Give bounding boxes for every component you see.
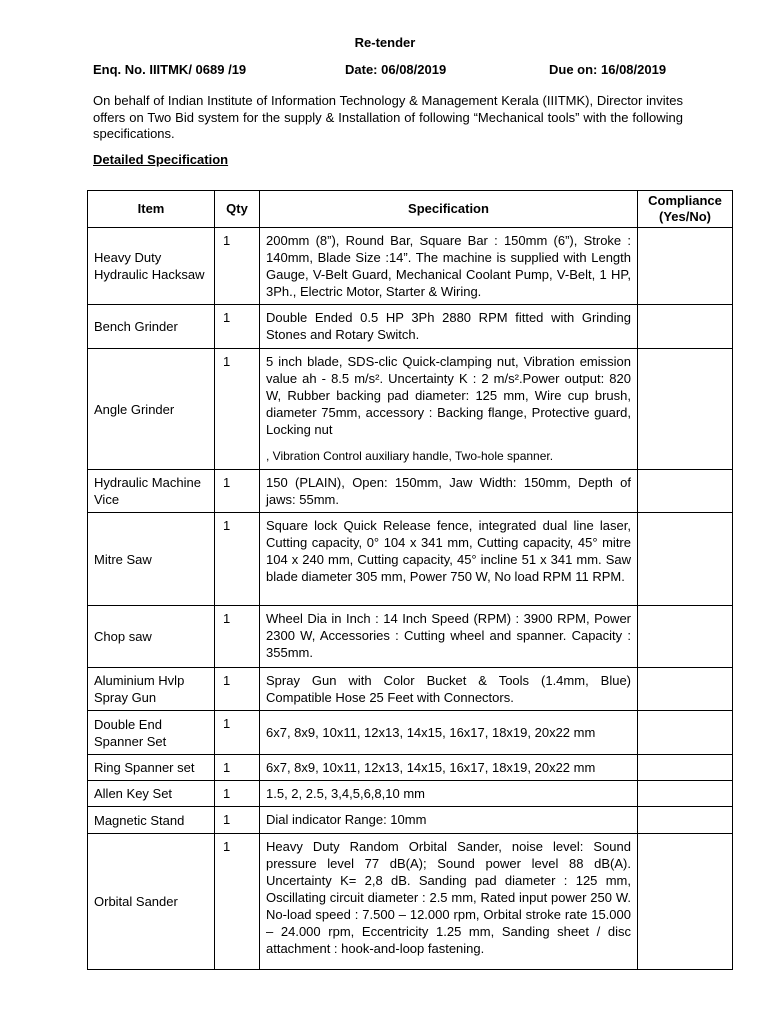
item-specification: Square lock Quick Release fence, integrated dual line laser, Cutting capacity, 0° 104 x 341 mm, Cutting capacity, 45° mitre 104 x 240 mm, Cutting capacity, 45° incline 51 x 341 mm. Saw blade diameter 305 mm, Power 750 W, No load RPM 11 RPM. [260,513,638,606]
item-specification: 6x7, 8x9, 10x11, 12x13, 14x15, 16x17, 18x19, 20x22 mm [260,711,638,755]
item-compliance [638,668,733,711]
header-compliance-line1: Compliance [648,193,722,208]
item-compliance [638,470,733,513]
section-heading: Detailed Specification [93,152,229,167]
item-specification: Wheel Dia in Inch : 14 Inch Speed (RPM) : 3900 RPM, Power 2300 W, Accessories : Cutting wheel and spanner. Capacity : 355mm. [260,606,638,668]
item-name: Magnetic Stand [88,807,215,834]
item-name: Bench Grinder [88,305,215,349]
item-name: Allen Key Set [88,781,215,807]
due-date: Due on: 16/08/2019 [549,62,667,77]
table-row [88,807,733,834]
header-compliance [638,191,733,228]
item-qty: 1 [215,228,260,305]
item-qty: 1 [215,513,260,606]
item-qty: 1 [215,470,260,513]
item-compliance [638,781,733,807]
header-qty: Qty [215,191,260,228]
item-compliance [638,755,733,781]
item-compliance [638,349,733,470]
item-specification: Double Ended 0.5 HP 3Ph 2880 RPM fitted with Grinding Stones and Rotary Switch. [260,305,638,349]
header-item: Item [88,191,215,228]
item-name: Hydraulic Machine Vice [88,470,215,513]
table-row [88,755,733,781]
item-compliance [638,606,733,668]
item-compliance [638,834,733,970]
item-qty: 1 [215,755,260,781]
item-qty: 1 [215,834,260,970]
item-name: Heavy Duty Hydraulic Hacksaw [88,228,215,305]
item-specification: 1.5, 2, 2.5, 3,4,5,6,8,10 mm [260,781,638,807]
table-row [88,834,733,970]
item-name: Angle Grinder [88,349,215,470]
table-row [88,513,733,606]
table-row [88,711,733,755]
item-name: Chop saw [88,606,215,668]
item-name: Double End Spanner Set [88,711,215,755]
item-name: Aluminium Hvlp Spray Gun [88,668,215,711]
item-specification: 150 (PLAIN), Open: 150mm, Jaw Width: 150mm, Depth of jaws: 55mm. [260,470,638,513]
item-compliance [638,711,733,755]
item-name: Orbital Sander [88,834,215,970]
item-specification: Heavy Duty Random Orbital Sander, noise level: Sound pressure level 77 dB(A); Sound power level 88 dB(A). Uncertainty K= 2,8 dB. Sanding pad diameter : 125 mm, Oscillating circuit diameter : 2.5 mm, Rated input power 250 W. No-load speed : 7.500 – 12.000 rpm, Orbital stroke rate 15.000 – 24.000 rpm, Eccentricity 1.25 mm, Sanding sheet / disc attachment : hook-and-loop fastening. [260,834,638,970]
item-compliance [638,228,733,305]
item-qty: 1 [215,807,260,834]
item-specification: Dial indicator Range: 10mm [260,807,638,834]
item-qty: 1 [215,668,260,711]
header-compliance-line2: (Yes/No) [658,209,711,224]
table-row [88,781,733,807]
item-specification: 6x7, 8x9, 10x11, 12x13, 14x15, 16x17, 18x19, 20x22 mm [260,755,638,781]
table-row [88,606,733,668]
item-compliance [638,305,733,349]
item-qty: 1 [215,711,260,755]
item-specification: Spray Gun with Color Bucket & Tools (1.4mm, Blue) Compatible Hose 25 Feet with Connectors. [260,668,638,711]
header-specification: Specification [260,191,638,228]
specification-table [87,190,733,970]
table-row [88,349,733,470]
enquiry-number: Enq. No. IIITMK/ 0689 /19 [93,62,247,77]
enquiry-info-row [93,62,683,80]
item-specification-extra: , Vibration Control auxiliary handle, Two-hole spanner. [266,449,554,463]
item-specification [260,349,638,470]
document-title: Re-tender [354,35,416,50]
table-row [88,668,733,711]
table-row [88,228,733,305]
item-name: Mitre Saw [88,513,215,606]
item-qty: 1 [215,606,260,668]
item-qty: 1 [215,349,260,470]
table-header-row [88,191,733,228]
table-row [88,470,733,513]
item-specification-text: 5 inch blade, SDS-clic Quick-clamping nut, Vibration emission value ah - 8.5 m/s². Uncertainty K : 2 m/s².Power output: 820 W, Rubber backing pad diameter: 125 mm, Wire cup brush, diameter 75mm, accessory : Backing flange, Protective guard, Locking nut [266,354,631,437]
item-compliance [638,807,733,834]
intro-paragraph: On behalf of Indian Institute of Information Technology & Management Kerala (IIITMK), Director invites offers on Two Bid system for the supply & Installation of following “Mechanical tools” with the following specifications. [93,93,683,141]
item-qty: 1 [215,305,260,349]
table-row [88,305,733,349]
spacer [266,438,631,447]
item-specification: 200mm (8”), Round Bar, Square Bar : 150mm (6”), Stroke : 140mm, Blade Size :14”. The machine is supplied with Length Gauge, V-Belt Guard, Mechanical Coolant Pump, V-Belt, 1 HP, 3Ph., Electric Motor, Starter & Wiring. [260,228,638,305]
item-compliance [638,513,733,606]
enquiry-date: Date: 06/08/2019 [345,62,447,77]
item-name: Ring Spanner set [88,755,215,781]
item-qty: 1 [215,781,260,807]
